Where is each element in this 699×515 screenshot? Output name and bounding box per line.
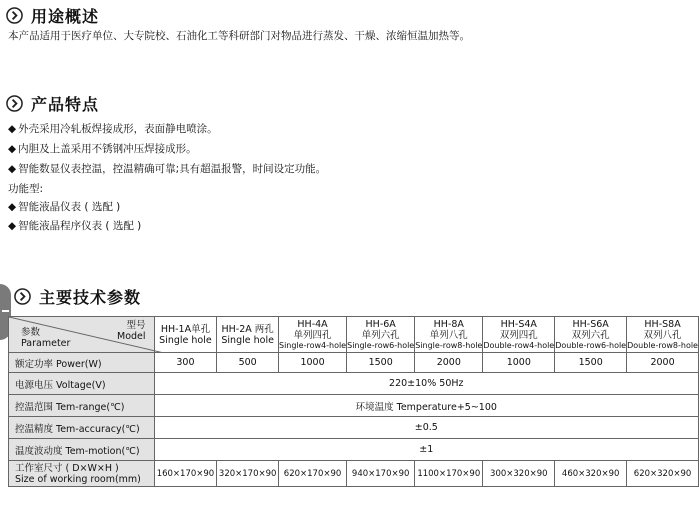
usage-description: 本产品适用于医疗单位、大专院校、石油化工等科研部门对物品进行蒸发、干燥、浓缩恒温加热等。 <box>8 30 470 42</box>
row-label: 工作室尺寸 ( D×W×H ) Size of working room(mm) <box>9 461 155 487</box>
diamond-bullet-icon: ◆ <box>8 123 17 135</box>
row-label: 温度波动度 Tem-motion(℃) <box>9 439 155 461</box>
model-header: HH-1A单孔 Single hole <box>154 317 217 353</box>
function-label: 功能型: <box>8 183 44 195</box>
model-header: HH-S8A 双列八孔 Double-row8-hole <box>627 317 699 353</box>
header-param-cn: 参数 <box>21 327 41 338</box>
table-cell: 320×170×90 <box>217 461 279 487</box>
table-cell: 1000 <box>483 353 555 373</box>
table-cell: 1500 <box>347 353 415 373</box>
table-cell: 2000 <box>627 353 699 373</box>
model-header: HH-S4A 双列四孔 Double-row4-hole <box>483 317 555 353</box>
row-label: 电源电压 Voltage(V) <box>9 373 155 395</box>
table-cell: ±1 <box>154 439 698 461</box>
specs-title-text: 主要技术参数 <box>39 288 142 307</box>
table-row-power <box>9 353 699 373</box>
model-header: HH-8A 单列八孔 Single-row8-hole <box>415 317 483 353</box>
diamond-bullet-icon: ◆ <box>8 163 17 175</box>
model-header: HH-4A 单列四孔 Single-row4-hole <box>278 317 346 353</box>
section-features-title <box>6 92 99 115</box>
usage-title-text: 用途概述 <box>31 7 100 26</box>
row-label: 控温范围 Tem-range(℃) <box>9 395 155 417</box>
feature-item: ◆ 内胆及上盖采用不锈钢冲压焊接成形。 <box>8 143 197 155</box>
diamond-bullet-icon: ◆ <box>8 201 17 213</box>
feature-item: ◆ 智能数显仪表控温，控温精确可靠;具有超温报警，时间设定功能。 <box>8 163 327 175</box>
table-row-temp-motion <box>9 439 699 461</box>
header-diagonal-cell <box>9 317 155 353</box>
function-item: ◆ 智能液晶程序仪表 ( 选配 ) <box>8 220 142 232</box>
features-title-text: 产品特点 <box>31 95 100 114</box>
header-model-cn: 型号 <box>126 320 146 331</box>
model-header: HH-6A 单列六孔 Single-row6-hole <box>347 317 415 353</box>
row-label: 额定功率 Power(W) <box>9 353 155 373</box>
table-cell: 300×320×90 <box>483 461 555 487</box>
circle-arrow-icon <box>14 288 31 305</box>
table-cell: 500 <box>217 353 279 373</box>
function-item: ◆ 智能液晶仪表 ( 选配 ) <box>8 201 121 213</box>
table-header-row <box>9 317 699 353</box>
diamond-bullet-icon: ◆ <box>8 220 17 232</box>
table-cell: ±0.5 <box>154 417 698 439</box>
table-cell: 220±10% 50Hz <box>154 373 698 395</box>
table-cell: 环境温度 Temperature+5~100 <box>154 395 698 417</box>
row-label: 控温精度 Tem-accuracy(℃) <box>9 417 155 439</box>
table-cell: 460×320×90 <box>555 461 627 487</box>
circle-arrow-icon <box>6 95 23 112</box>
table-cell: 1000 <box>278 353 346 373</box>
table-row-voltage <box>9 373 699 395</box>
diamond-bullet-icon: ◆ <box>8 143 17 155</box>
table-cell: 620×320×90 <box>627 461 699 487</box>
table-cell: 300 <box>154 353 217 373</box>
section-specs-title <box>14 285 141 308</box>
table-cell: 940×170×90 <box>347 461 415 487</box>
table-cell: 1500 <box>555 353 627 373</box>
spec-table <box>8 316 699 487</box>
table-cell: 2000 <box>415 353 483 373</box>
table-cell: 160×170×90 <box>154 461 217 487</box>
circle-arrow-icon <box>6 7 23 24</box>
header-param-en: Parameter <box>21 338 71 349</box>
table-cell: 620×170×90 <box>278 461 346 487</box>
table-cell: 1100×170×90 <box>415 461 483 487</box>
minus-icon <box>2 310 9 312</box>
model-header: HH-S6A 双列六孔 Double-row6-hole <box>555 317 627 353</box>
header-model-en: Model <box>117 331 146 342</box>
table-row-size <box>9 461 699 487</box>
table-row-temp-accuracy <box>9 417 699 439</box>
table-row-temp-range <box>9 395 699 417</box>
section-usage-title <box>6 4 99 27</box>
model-header: HH-2A 两孔 Single hole <box>217 317 279 353</box>
feature-item: ◆ 外壳采用冷轧板焊接成形，表面静电喷涂。 <box>8 123 218 135</box>
